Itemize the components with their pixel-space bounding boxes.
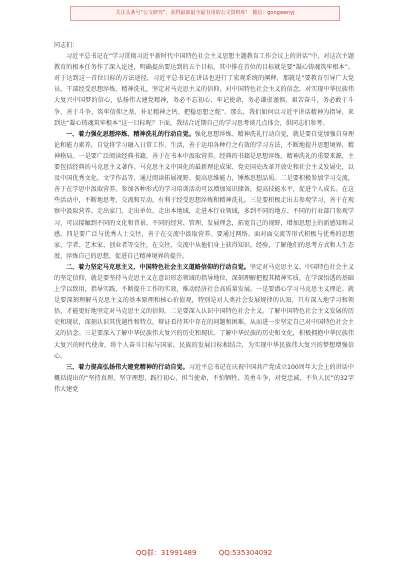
section-heading: 三、着力提高弘扬伟大建党精神的行动自觉。 [66, 363, 189, 371]
paragraph-text: 习近平总书记在“学习贯彻习近平新时代中国特色社会主义思想主题教育工作会议上的讲话”中，对这次主题教育的根本任务作了深入论述，明确提出要达到的五个目标，其中排在首位的目标就是要“凝心铸魂筑牢根本”。对于达到这一首位目标的方法途径，习近平总书记在讲话也进行了宏观系统的阐释，那就是“要教育引导广大党员、干部经受思想淬炼、精神洗礼，坚定对马克思主义的信仰，对中国特色社会主义的信念，对实现中华民族伟大复兴中国梦的信心，弘扬伟大建党精神，务必不忘初心、牢记使命，务必谦虚谨慎、艰苦奋斗，务必敢于斗争、善于斗争，筑牢信仰之基、补足精神之钙、把稳思想之舵”。那么，我们如何以习近平讲话精神为指导，来到达“凝心铸魂筑牢根本”这一目标呢？下面，我结合近期自己的学习思考谈几点体会，供同志们参考。 [54, 53, 354, 127]
footer-contact [0, 548, 408, 558]
greeting: 同志们： [54, 42, 79, 49]
section-heading: 一、着力强化思想淬炼、精神洗礼的行动自觉。 [66, 130, 195, 138]
document-body [54, 40, 354, 395]
qq-number: QQ:535304092 [218, 549, 273, 557]
qq-group: QQ群：31991489 [135, 549, 197, 557]
paragraph-intro [54, 51, 354, 129]
paragraph-section-3 [54, 362, 354, 395]
section-heading: 二、着力坚定马克思主义、中国特色社会主义道路信仰的行动自觉。 [66, 263, 250, 271]
paragraph-section-2 [54, 262, 354, 362]
paragraph-section-1 [54, 129, 354, 262]
paragraph-text: 习近平总书记在庆祝中国共产党成立100周年大会上的讲话中概括提出的“坚持真理、坚守理想，践行初心、担当使命，不怕牺牲、英勇斗争，对党忠诚、不负人民”的32字伟大建党 [54, 363, 354, 393]
top-banner: 关注头条号“公文研究”，获得最新最全最有用的公文资料库！ 微信：gongwenyj [70, 6, 340, 21]
paragraph-text: 坚定对马克思主义、中国特色社会主义的坚定信仰，就是要坚持马克思主义在意识形态领域的指导地位，深刻理解把握其精神实质，在学深悟透的基础上学以致用，指导实践，不断提升工作的实效，推动经济社会高质量发展。一是要潜心学习马克思主义理论。就是要深刻理解马克思主义的基本原理和核心价值观，特别是对人类社会发展规律的认知，只有深入地学习和领悟，才能更好地坚定对马克思主义的信仰。二是要深入认识中国特色社会主义。了解中国特色社会主义发展的历史和现状，深刻认识其优越性和特点，辩证看待其中存在的问题和困难，从而进一步坚定自己对中国特色社会主义的信念。三是要深入了解中华民族伟大复兴的历史和现状。了解中华民族的历史和文化，积极拥抱中华民族伟大复兴的时代使命，将个人奋斗目标与国家、民族的发展目标相结合，为实现中华民族伟大复兴的梦想增强信心。 [54, 263, 355, 360]
paragraph-text: 强化思想淬炼、精神洗礼行动自觉，就是要自觉加强自身理论和能力素养，自觉将学习融入日常工作、生活，善于运用各种行之有效的学习方法，不断地提升思想境界，精神格局。一是要广泛阅读经典书籍，善于在书本中汲取营养。经典的书籍是思想淬炼、精神洗礼的重要来源，主要包括经典的马克思主义著作、马克思主义中国化的最新理论成果、党史国史改革开放史和社会主义发展史，以及中国优秀文化、文学作品等，通过阅读拓展视野、提高思维能力，锤炼思想品质。二是要积极参加学习交流，善于在学思中汲取营养。参加各种形式的学习培训活动可以增加知识储备，提高技能水平，促进个人成长。在这些活动中，不断地思考、交流和互动，有利于经受思想淬炼和精神洗礼。三是要积极走出去参观学习，善于在观察中汲取营养。走出家门、走出单位、走出本地域，走进本行业领域，多到不同的地方、不同的行业部门参观学习，可以接触到不同的文化和背景、不同的经营、管理、发展理念，拓宽自己的视野，增加思想上的新感知和灵感。四是要广泛与优秀人士交往，善于在交流中汲取营养。要通过网络、面对面交流等形式积极与优秀的思想家、学者、艺术家、创业者等交往，在交往、交流中从他们身上获得知识、经验，了解他们的思考方式和人生态度，淬炼自己的思想，促进自己精神境界的提升。 [54, 130, 355, 260]
